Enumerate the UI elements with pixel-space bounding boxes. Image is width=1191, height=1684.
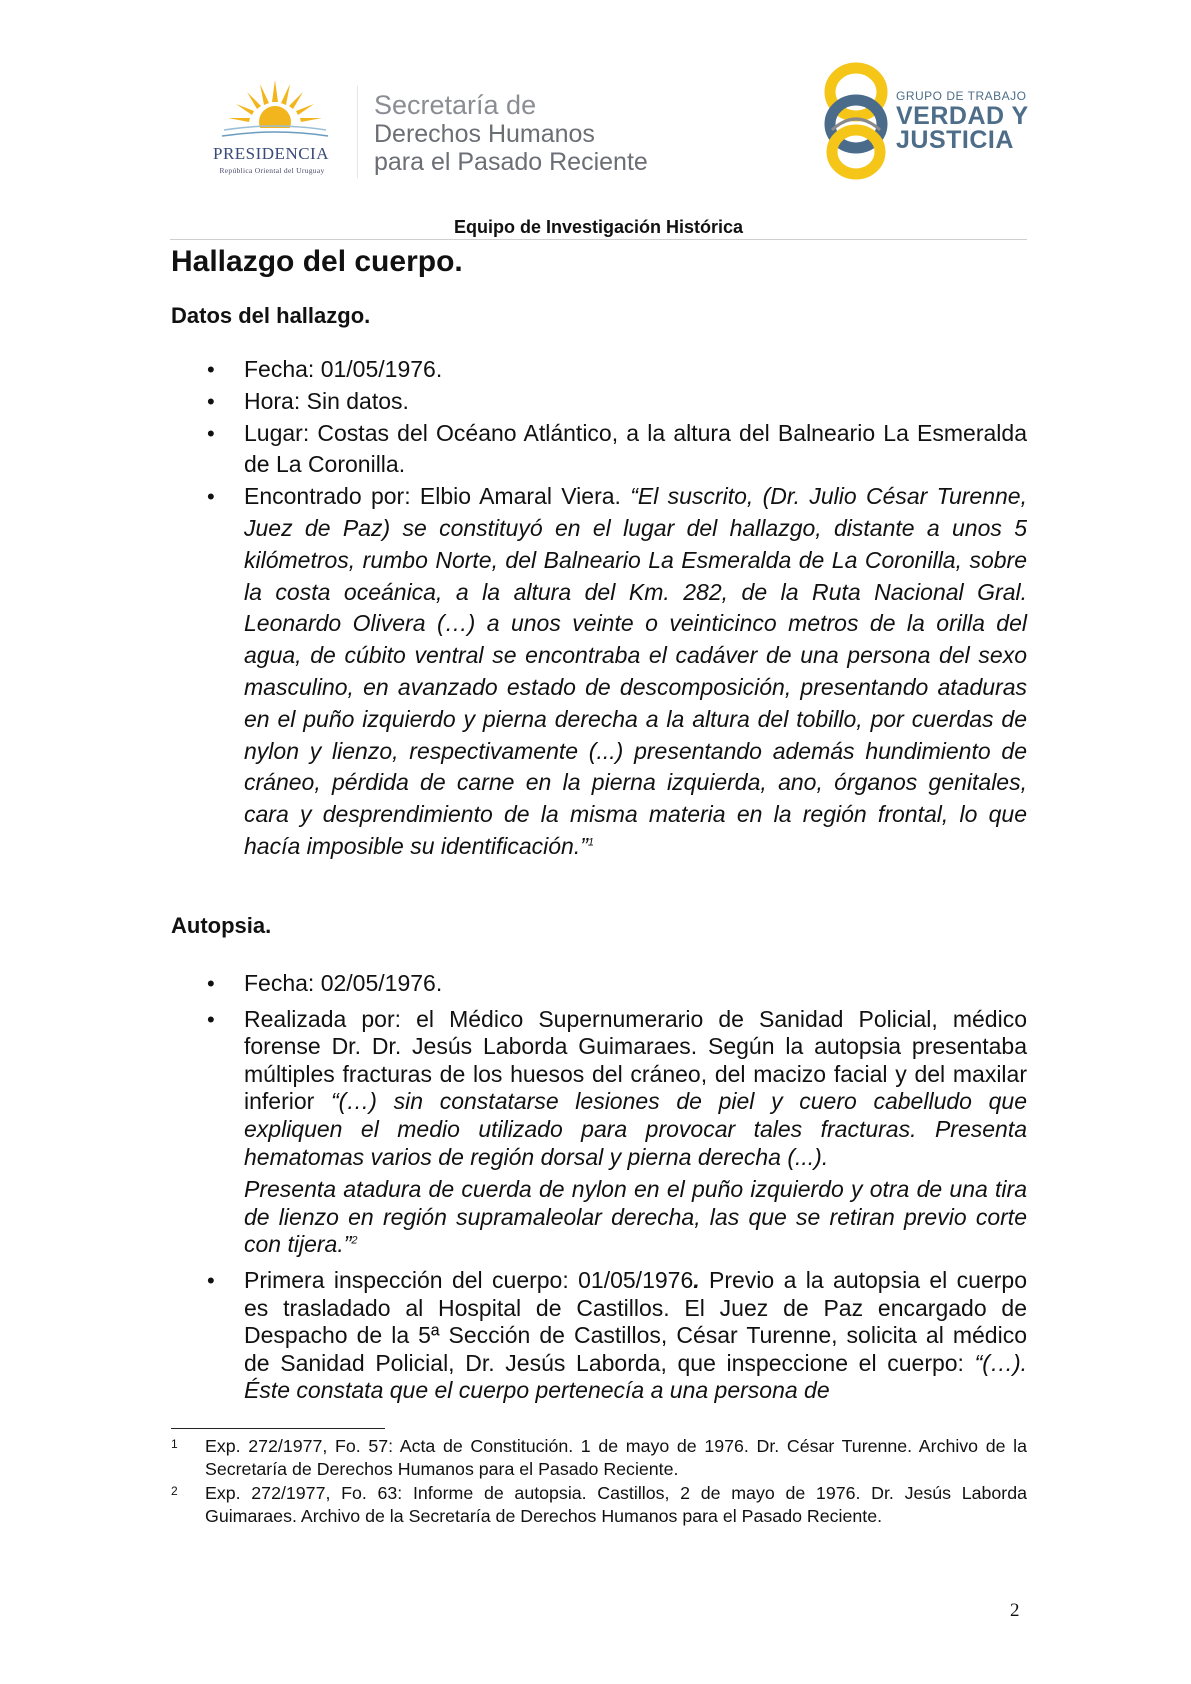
- footnotes: [171, 1435, 1027, 1529]
- secretaria-logo-text: [374, 90, 648, 176]
- presidencia-logo: [196, 78, 356, 178]
- footnote-1: [171, 1435, 1027, 1482]
- primera-text-2: Previo a la autopsia el cuerpo es trasladado al Hospital de Castillos. El Juez de Paz encargado de Despacho de la 5ª Sección de Castillos, César Turenne, solicita al médico de Sanidad Policial, Dr. Jesús Laborda, que inspeccione el cuerpo:: [244, 1266, 1027, 1376]
- document-body: [171, 242, 1027, 1404]
- list-item: [171, 1006, 1027, 1259]
- footnote-text: Exp. 272/1977, Fo. 63: Informe de autopsia. Castillos, 2 de mayo de 1976. Dr. Jesús Laborda Guimaraes. Archivo de la Secretaría de Derechos Humanos para el Pasado Reciente.: [205, 1482, 1027, 1527]
- sun-emblem-icon: [220, 78, 330, 142]
- secretaria-line1: Secretaría de: [374, 90, 537, 120]
- team-title: Equipo de Investigación Histórica: [453, 217, 744, 237]
- autopsia-list: [171, 970, 1027, 1405]
- realizada-quote: “(…) sin constatarse lesiones de piel y cuero cabelludo que expliquen el medio utilizado para provocar tales fracturas. Presenta hematomas varios de región dorsal y pierna derecha (...).: [244, 1088, 1027, 1170]
- primera-dot: .: [693, 1266, 700, 1293]
- realizada-quote-2: [244, 1176, 1027, 1259]
- list-item: [171, 1267, 1027, 1405]
- encontrado-label: Encontrado por: Elbio Amaral Viera.: [244, 483, 631, 510]
- header-rule: [170, 239, 1027, 240]
- page-number: 2: [1010, 1600, 1020, 1621]
- list-item: • Fecha: 01/05/1976.: [171, 354, 1027, 386]
- secretaria-line2: Derechos Humanos: [374, 120, 595, 148]
- footnote-ref-2[interactable]: 2: [351, 1234, 358, 1247]
- page-header: [0, 0, 1191, 237]
- footnote-text: Exp. 272/1977, Fo. 57: Acta de Constitución. 1 de mayo de 1976. Dr. César Turenne. Archivo de la Secretaría de Derechos Humanos para el Pasado Reciente.: [205, 1436, 1027, 1480]
- primera-text-1: Primera inspección del cuerpo: 01/05/1976: [244, 1266, 694, 1293]
- list-item: [171, 481, 1027, 863]
- footnote-number: 1: [171, 1437, 178, 1451]
- presidencia-name: PRESIDENCIA: [212, 144, 329, 163]
- realizada-text: Realizada por: el Médico Supernumerario de Sanidad Policial, médico forense Dr. Dr. Jesús Laborda Guimaraes. Según la autopsia presentaba múltiples fracturas de los huesos del cráneo, del macizo facial y del maxilar inferior: [244, 1005, 1027, 1115]
- footnote-number: 2: [171, 1483, 178, 1498]
- secretaria-line3: para el Pasado Reciente: [374, 148, 648, 176]
- datos-list: [171, 354, 1027, 863]
- header-divider: [357, 86, 358, 178]
- page-title: Hallazgo del cuerpo.: [171, 245, 463, 278]
- encontrado-quote: “El suscrito, (Dr. Julio César Turenne, Juez de Paz) se constituyó en el lugar del hallazgo, distante a unos 5 kilómetros, rumbo Norte, del Balneario La Esmeralda de La Coronilla, sobre la costa oceánica, a la altura del Km. 282, de la Ruta Nacional Gral. Leonardo Olivera (…) a unos veinte o veinticinco metros de la orilla del agua, de cúbito ventral se encontraba el cadáver de una persona del sexo masculino, en avanzado estado de descomposición, presentando ataduras en el puño izquierdo y pierna derecha a la altura del tobillo, por cuerdas de nylon y lienzo, respectivamente (...) presentando además hundimiento de cráneo, pérdida de carne en la pierna izquierda, ano, órganos genitales, cara y desprendimiento de la misma materia en la región frontal, lo que hacía imposible su identificación.”: [244, 483, 1027, 859]
- list-item: • Lugar: Costas del Océano Atlántico, a la altura del Balneario La Esmeralda de La Coronilla.: [171, 418, 1027, 482]
- list-item: • Hora: Sin datos.: [171, 386, 1027, 418]
- justicia-label: JUSTICIA: [896, 126, 1014, 154]
- footnote-rule: [171, 1428, 385, 1429]
- primera-quote: “(…). Éste constata que el cuerpo pertenecía a una persona de: [244, 1349, 1027, 1404]
- presidencia-subtitle: República Oriental del Uruguay: [219, 166, 325, 175]
- section-heading-datos: Datos del hallazgo.: [171, 303, 371, 328]
- verdad-label: VERDAD Y: [896, 102, 1029, 130]
- section-heading-autopsia: Autopsia.: [171, 913, 272, 938]
- footnote-2: [171, 1482, 1027, 1529]
- list-item: • Fecha: 02/05/1976.: [171, 970, 1027, 998]
- grupo-trabajo-label: GRUPO DE TRABAJO: [896, 89, 1027, 103]
- footnote-ref-1[interactable]: 1: [587, 836, 595, 849]
- realizada-quote-2-text: Presenta atadura de cuerda de nylon en el puño izquierdo y otra de una tira de lienzo en región supramaleolar derecha, las que se retiran previo corte con tijera.”: [244, 1176, 1027, 1258]
